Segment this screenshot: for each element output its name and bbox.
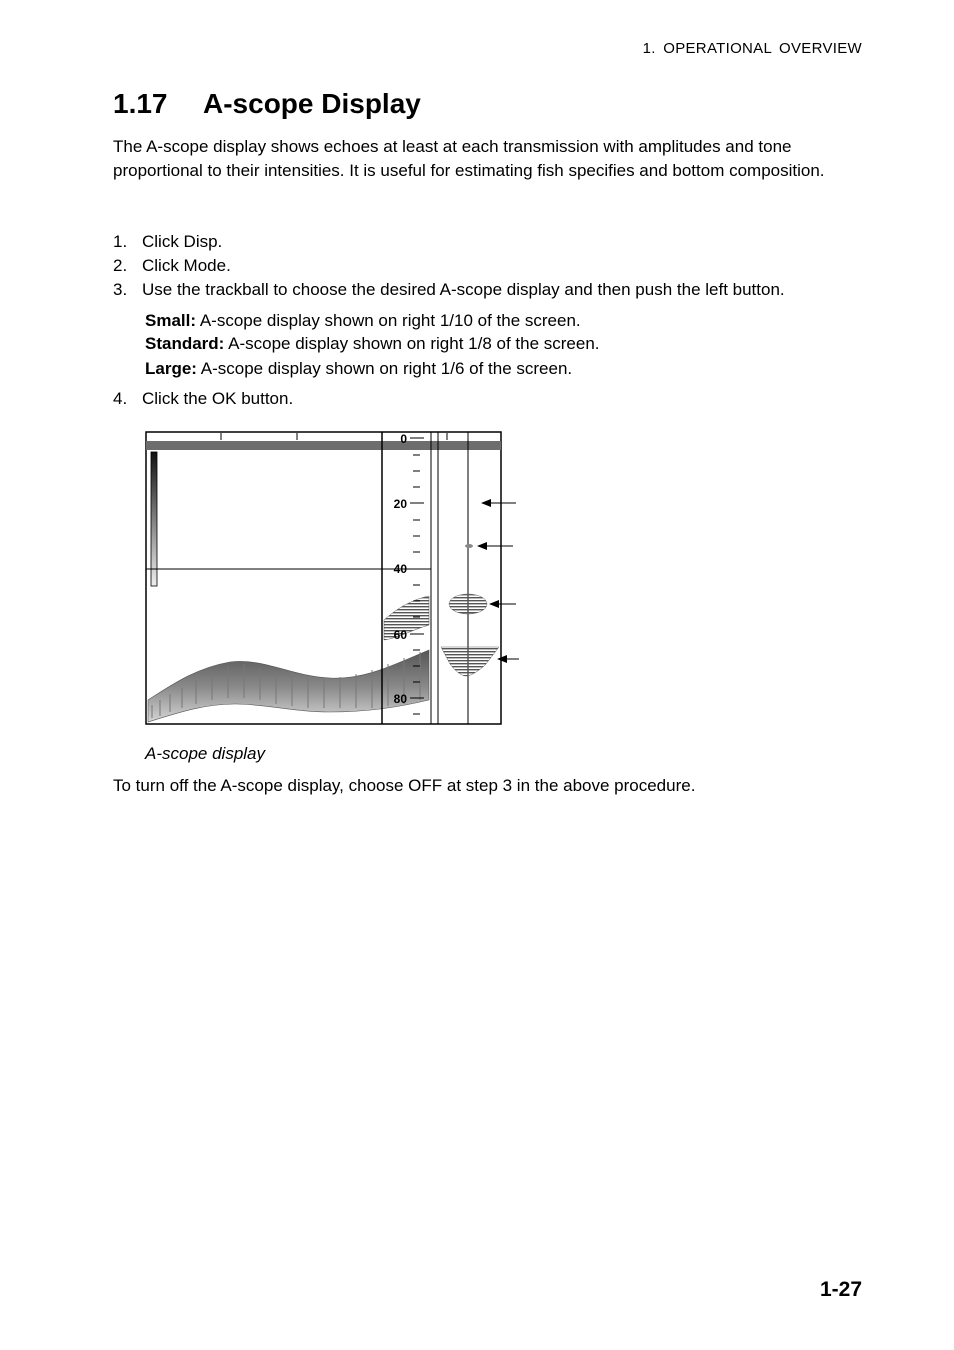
transmission-line bbox=[146, 441, 501, 450]
step-text: Click the OK button. bbox=[142, 389, 294, 408]
ascope-figure bbox=[140, 425, 530, 735]
depth-label: 20 bbox=[393, 497, 407, 511]
option-label: Small: bbox=[145, 311, 197, 330]
step-number: 4. bbox=[113, 389, 128, 408]
figure-caption: A-scope display bbox=[145, 744, 266, 763]
ascope-single-fish-echo bbox=[465, 544, 473, 548]
step-number: 1. bbox=[113, 232, 128, 251]
option-standard bbox=[145, 332, 600, 356]
depth-label: 40 bbox=[393, 562, 407, 576]
ascope-fish-school-echo bbox=[449, 594, 487, 614]
running-header: 1. OPERATIONAL OVERVIEW bbox=[642, 40, 862, 57]
option-large bbox=[145, 357, 572, 381]
option-desc: A-scope display shown on right 1/10 of the screen. bbox=[196, 311, 581, 330]
step-1 bbox=[113, 230, 222, 254]
section-number: 1.17 bbox=[113, 88, 168, 119]
page-number: 1-27 bbox=[819, 1278, 862, 1301]
depth-label: 60 bbox=[393, 628, 407, 642]
intro-paragraph: The A-scope display shows echoes at least at each transmission with amplitudes and tone proportional to their intensities. It is useful for estimating fish specifies and bottom composition. bbox=[113, 137, 825, 180]
step-text: Click Mode. bbox=[142, 256, 231, 275]
step-3 bbox=[113, 278, 785, 302]
depth-label: 0 bbox=[400, 432, 407, 446]
closing-paragraph: To turn off the A-scope display, choose OFF at step 3 in the above procedure. bbox=[113, 776, 696, 795]
option-small bbox=[145, 309, 581, 333]
section-title bbox=[113, 88, 421, 120]
step-4 bbox=[113, 387, 293, 411]
option-desc: A-scope display shown on right 1/8 of the screen. bbox=[224, 334, 600, 353]
option-desc: A-scope display shown on right 1/6 of the screen. bbox=[196, 359, 573, 378]
depth-label: 80 bbox=[393, 692, 407, 706]
step-number: 2. bbox=[113, 256, 128, 275]
color-bar bbox=[151, 452, 157, 586]
section-heading: A-scope Display bbox=[203, 88, 421, 119]
option-label: Large: bbox=[145, 359, 197, 378]
step-2 bbox=[113, 254, 231, 278]
step-number: 3. bbox=[113, 280, 128, 299]
step-text: Click Disp. bbox=[142, 232, 223, 251]
option-label: Standard: bbox=[145, 334, 225, 353]
step-text: Use the trackball to choose the desired A-scope display and then push the left button. bbox=[142, 280, 785, 299]
